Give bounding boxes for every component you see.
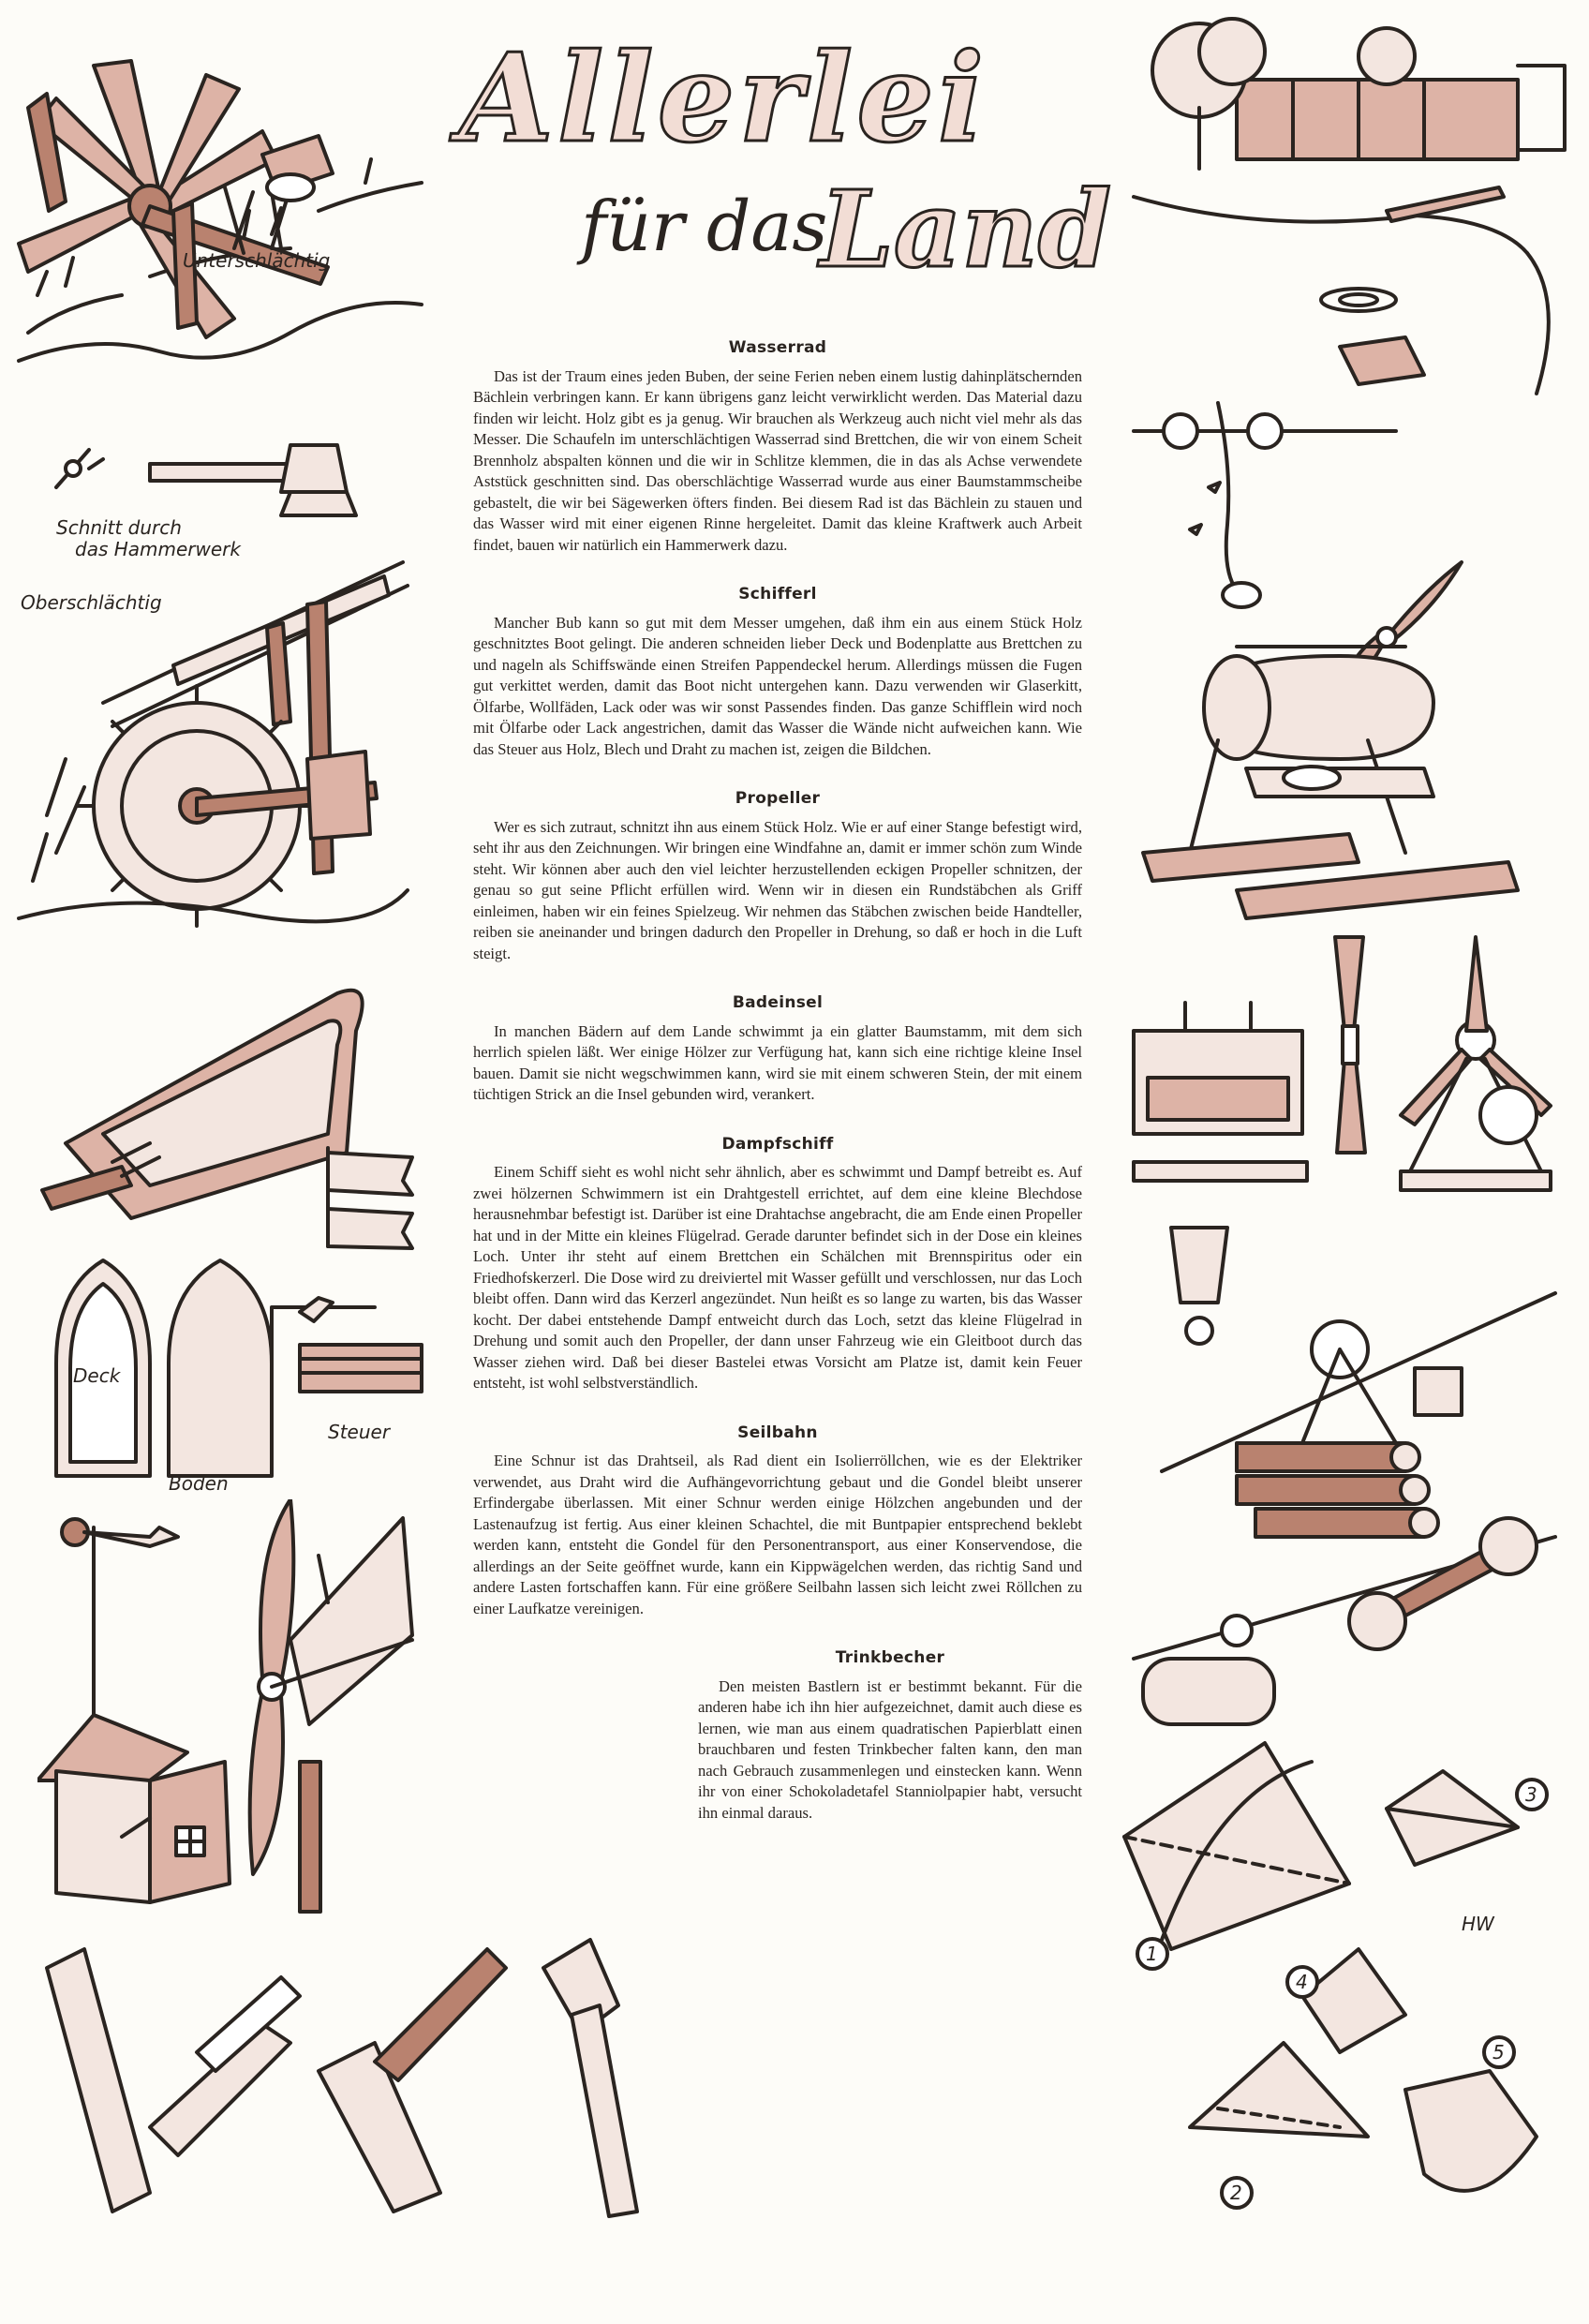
label-unterschlaechtig: Unterschlächtig xyxy=(183,249,331,272)
text-seilbahn: Eine Schnur ist das Drahtseil, als Rad dient ein Isolierröllchen, wie es der Elektriker verwendet, aus Draht wird die Aufhängevorrichtung gebaut und die Gondel bleibt unserer Erfindergabe überlassen. Mit einer Schnur werden einige Hölzchen angebunden und der Lastenaufzug ist fertig. Aus einer kleinen Schachtel, die mit Buntpapier entsprechend beklebt werden kann, entsteht die Gondel für den Personentransport, aus einer Konservendose, die allerdings an der Seite geöffnet wurde, kann ein Kippwägelchen werden, das richtig Sand und andere Lasten fortschaffen kann. Für eine größere Seilbahn lassen sich leicht zwei Röllchen zu einer Laufkatze vereinigen. xyxy=(473,1452,1082,1617)
text-trinkbecher: Den meisten Bastlern ist er bestimmt bekannt. Für die anderen habe ich ihn hier aufgezeichnet, damit auch diese es lernen, wie man aus einem quadratischen Papierblatt einen brauchbaren und festen Trinkbecher falten kann, den man nach Gebrauch zusammenlegen und einstecken kann. Wenn ihr von einer Schokoladetafel Stanniolpapier habt, versucht ihn einmal daraus. xyxy=(698,1676,1082,1822)
hammerwork-section-illustration xyxy=(47,436,412,567)
title-block xyxy=(440,26,1124,319)
heading-seilbahn: Seilbahn xyxy=(737,1423,818,1442)
section-seilbahn xyxy=(473,1423,1082,1620)
section-propeller xyxy=(473,788,1082,964)
fold-step-1: 1 xyxy=(1146,1943,1158,1965)
label-deck: Deck xyxy=(73,1364,121,1387)
heading-trinkbecher: Trinkbecher xyxy=(835,1648,945,1667)
fold-step-3: 3 xyxy=(1525,1783,1537,1806)
cable-car-illustration xyxy=(1115,1218,1565,1743)
heading-dampfschiff: Dampfschiff xyxy=(721,1134,834,1154)
title-fuer-das: für das xyxy=(581,186,828,267)
label-schnitt-2: das Hammerwerk xyxy=(75,538,241,560)
propeller-stand-illustration xyxy=(1120,928,1560,1209)
steamboat-illustration xyxy=(1124,553,1527,928)
fold-step-4: 4 xyxy=(1296,1971,1308,1993)
overshot-waterwheel-illustration xyxy=(9,553,412,965)
heading-badeinsel: Badeinsel xyxy=(732,993,824,1012)
label-steuer: Steuer xyxy=(328,1421,391,1443)
text-dampfschiff: Einem Schiff sieht es wohl nicht sehr ähnlich, aber es schwimmt und Dampf betreibt es. Auf zwei hölzernen Schwimmern ist ein Drahtgestell errichtet, auf dem eine kleine Blechdose herausnehmbar befestigt ist. Darüber ist eine Drahtachse angebracht, die am Ende einen Propeller hat und in der Mitte ein kleines Flügelrad. Gerade darunter befindet sich in der Dose ein kleines Loch. Unter ihr steht auf einem Brettchen ein Schälchen mit Brennspiritus oder ein Friedhofskerzerl. Die Dose wird zu dreiviertel mit Wasser gefüllt und verschlossen, nur das Loch bleibt offen. Dann wird das Kerzerl angezündet. Nun heißt es so lange zu warten, bis das Wasser kocht. Der dabei entstehende Dampf entweicht durch das Loch, setzt das kleine Flügelrad in Drehung und somit auch den Propeller, der dann unser Fahrzeug wie ein Gleitboot durch das Wasser ziehen wird. Daß bei dieser Bastelei etwas Vorsicht am Platze ist, damit kein Feuer entsteht, ist wohl selbstverständlich. xyxy=(473,1163,1082,1392)
label-boden: Boden xyxy=(169,1472,229,1495)
text-schifferl: Mancher Bub kann so gut mit dem Messer umgehen, daß ihm ein aus einem Stück Holz geschnitztes Boot gelingt. Die anderen schneiden lieber Deck und Bodenplatte aus Brettchen zu und nageln als Schiffswände einen Streifen Pappendeckel herum. Allerdings müssen die Fugen gut verkittet werden, damit das Boot nicht untergehen kann. Dazu verwenden wir Glaserkitt, Ölfarbe, Wollfäden, Lack oder was wir sonst Passendes finden. Das ganze Schifflein wird noch mit Ölfarbe oder Lack angestrichen, damit das Wasser die Wände nicht aufweichen kann. Wie das Steuer aus Holz, Blech und Draht zu machen ist, zeigen die Bildchen. xyxy=(473,613,1082,758)
label-schnitt-1: Schnitt durch xyxy=(56,516,182,539)
artist-signature: HW xyxy=(1462,1913,1494,1935)
heading-wasserrad: Wasserrad xyxy=(728,338,827,357)
fold-step-2: 2 xyxy=(1230,2182,1242,2204)
steuer-detail-illustration xyxy=(262,1289,440,1452)
rudder-flag-illustration xyxy=(319,1143,422,1256)
heading-schifferl: Schifferl xyxy=(738,585,817,603)
paper-cup-folding-illustration xyxy=(1106,1734,1565,2287)
heading-propeller: Propeller xyxy=(735,789,821,808)
label-oberschlaechtig: Oberschlächtig xyxy=(21,591,162,614)
undershot-waterwheel-illustration xyxy=(9,52,431,426)
section-dampfschiff xyxy=(473,1134,1082,1394)
windmill-house-illustration xyxy=(37,1499,431,1921)
fold-step-5: 5 xyxy=(1492,2041,1505,2063)
text-badeinsel: In manchen Bädern auf dem Lande schwimmt ja ein glatter Baumstamm, mit dem sich herrlich spielen läßt. Wer einige Hölzer zur Verfügung hat, kann sich eine richtige kleine Insel bauen. Damit sie nicht wegschwimmen kann, wird sie mit einem schweren Stein, der mit einem tüchtigen Strick an die Insel gebunden wird, verankert. xyxy=(473,1021,1082,1103)
pond-landscape-illustration xyxy=(1124,9,1583,403)
text-propeller: Wer es sich zutraut, schnitzt ihn aus einem Stück Holz. Wie er auf einer Stange befestigt wird, seht ihr aus den Zeichnungen. Wir bringen eine Windfahne an, damit er immer schön zum Winde steht. Wir können aber auch den viel leichter herzustellenden eckigen Propeller schnitzen, der genau so gut seine Pflicht erfüllen wird. Wenn wir in diesen ein Rundstäbchen als Griff einleimen, haben wir ein feines Spielzeug. Wir nehmen das Stäbchen zwischen beide Handteller, reiben sie aneinander und bringen dadurch den Propeller in Drehung, so daß er hoch in die Luft steigt. xyxy=(473,817,1082,962)
section-badeinsel xyxy=(473,992,1082,1106)
section-trinkbecher xyxy=(698,1647,1082,1824)
title-land: Land xyxy=(820,169,1112,291)
text-wasserrad: Das ist der Traum eines jeden Buben, der seine Ferien neben einem lustig dahinplätschernden Bächlein verbringen kann. Er kann übrigens ganz leicht verwirklicht werden. Das Material dazu finden wir leicht. Holz gibt es ja genug. Wir brauchen als Werkzeug auch nicht viel mehr als das Messer. Die Schaufeln im unterschlächtigen Wasserrad sind Brettchen, die wir von einem Scheit Brennholz abspalten können und die wir in Schlitze klemmen, die in das als Achse verwendete Aststück geschnitten sind. Das oberschlächtige Wasserrad wurde aus einer Baumstammscheibe gebastelt, die wir bei Sägewerken öfters finden. Bei diesem Rad ist das Bächlein zu stauen und das Wasser wird mit einer eigenen Rinne hergeleitet. Damit das kleine Kraftwerk auch Arbeit findet, bauen wir natürlich ein Hammerwerk dazu. xyxy=(473,366,1082,554)
page-title: Allerlei xyxy=(459,26,988,170)
carving-tools-illustration xyxy=(37,1912,675,2221)
article-body xyxy=(473,337,1082,1852)
section-schifferl xyxy=(473,584,1082,760)
deck-boden-illustration xyxy=(47,1251,290,1495)
section-wasserrad xyxy=(473,337,1082,556)
